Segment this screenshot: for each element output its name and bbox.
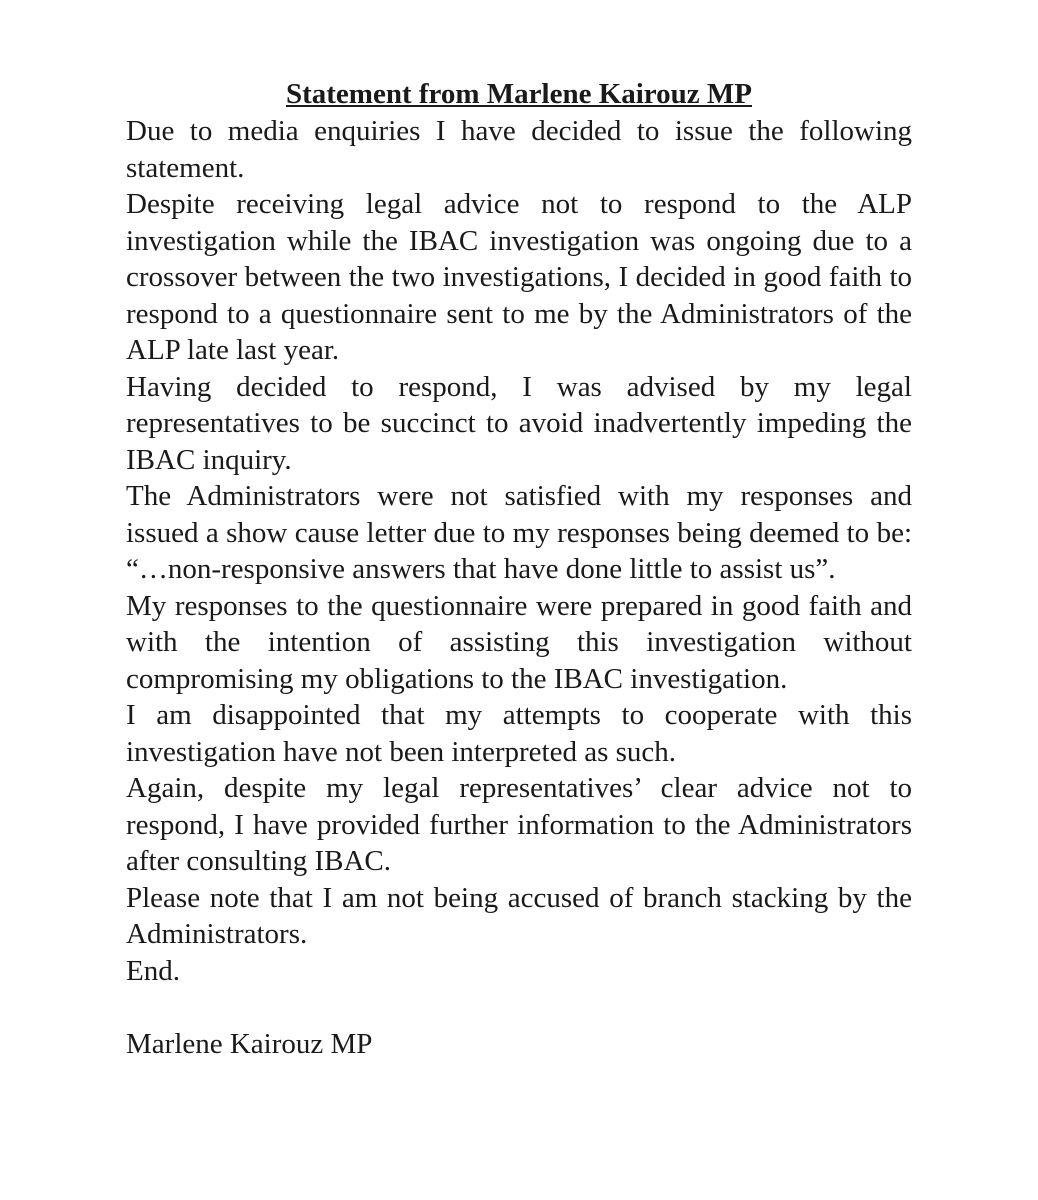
paragraph-media-enquiries: Due to media enquiries I have decided to issue the following statement.: [126, 115, 912, 184]
signature: Marlene Kairouz MP: [126, 1027, 373, 1060]
spacer: [126, 989, 912, 1026]
document-title: Statement from Marlene Kairouz MP: [285, 78, 752, 110]
paragraph-good-faith: My responses to the questionnaire were prepared in good faith and with the intention of assisting this investigation without compromising my obligations to the IBAC investigation.: [126, 589, 912, 695]
statement-document: [126, 76, 912, 1062]
paragraph-decided-to-respond: Having decided to respond, I was advised by my legal representatives to be succinct to avoid inadvertently impeding the IBAC inquiry.: [126, 370, 912, 476]
paragraph-disappointed: I am disappointed that my attempts to cooperate with this investigation have not been interpreted as such.: [126, 699, 912, 768]
paragraph-not-accused: Please note that I am not being accused of branch stacking by the Administrators.: [126, 881, 912, 950]
paragraph-further-information: Again, despite my legal representatives’ clear advice not to respond, I have provided further information to the Administrators after consulting IBAC.: [126, 772, 912, 877]
paragraph-end: End.: [126, 954, 180, 987]
paragraph-show-cause: The Administrators were not satisfied with my responses and issued a show cause letter due to my responses being deemed to be: “…non-responsive answers that have done little to assist us”.: [126, 480, 912, 585]
paragraph-legal-advice: Despite receiving legal advice not to respond to the ALP investigation while the IBAC investigation was ongoing due to a crossover between the two investigations, I decided in good faith to respond to a questionnaire sent to me by the Administrators of the ALP late last year.: [126, 188, 912, 366]
